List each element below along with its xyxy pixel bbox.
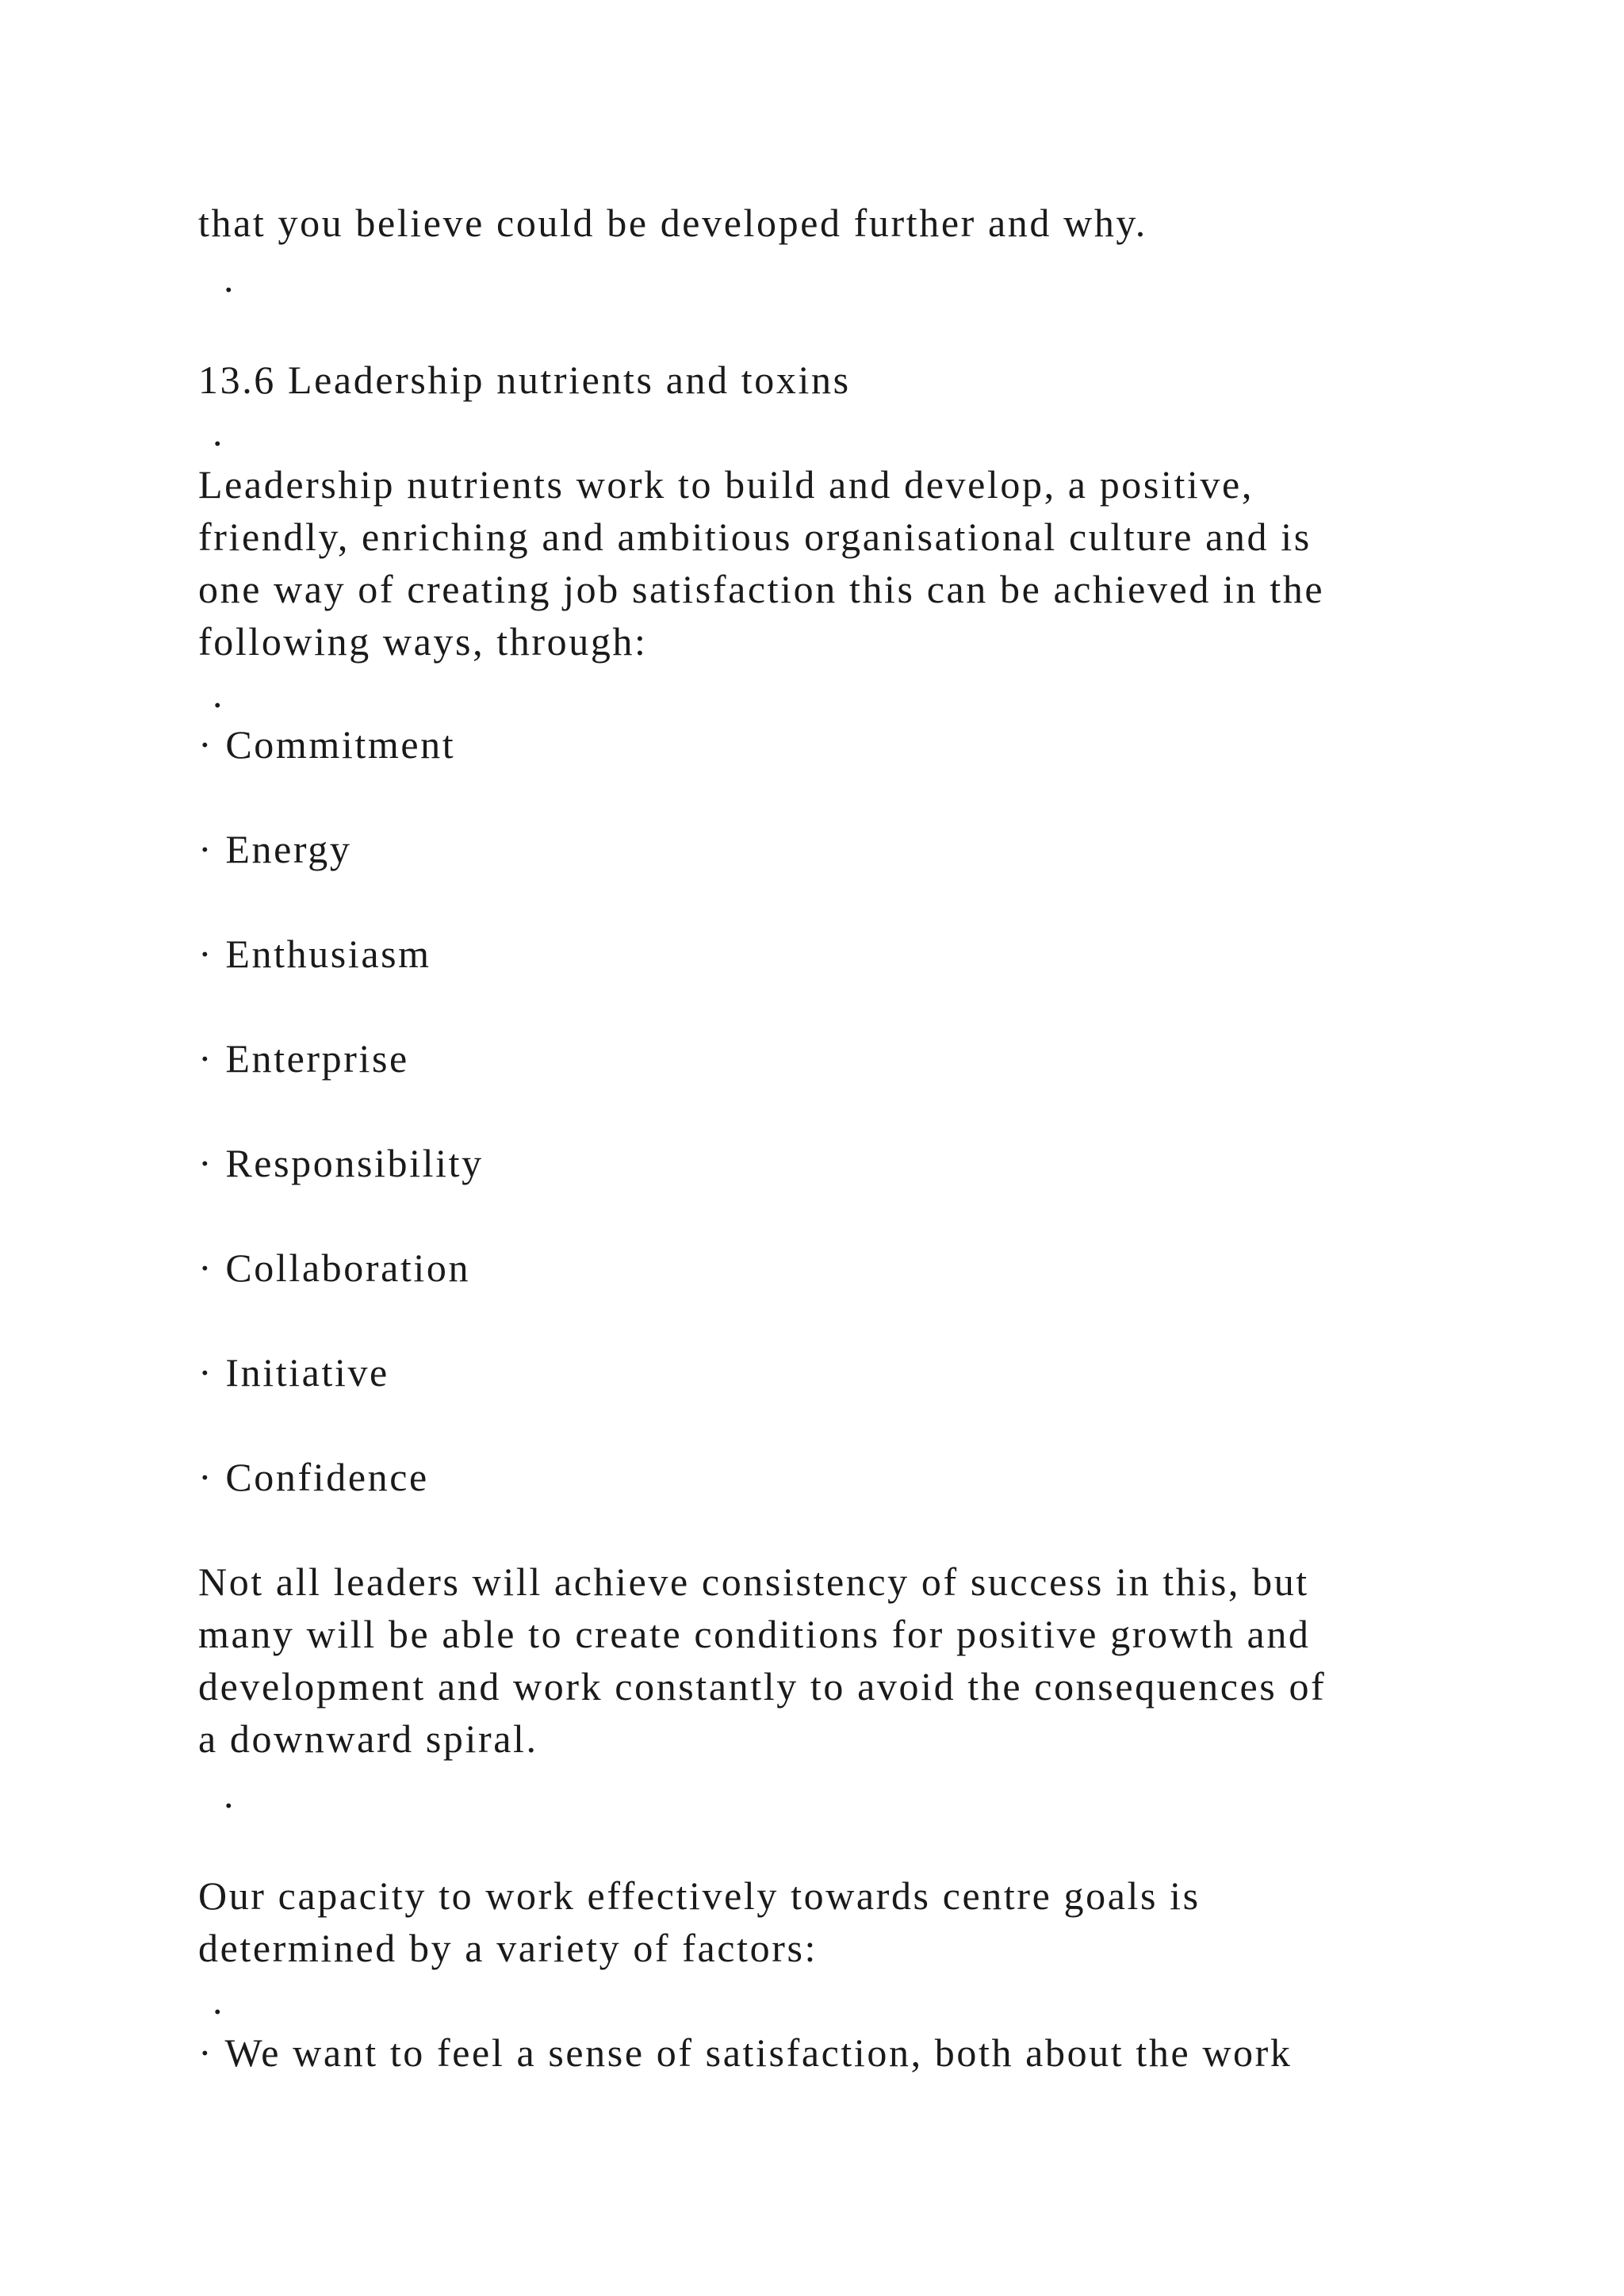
paragraph-line: one way of creating job satisfaction this can be achieved in the [198,567,1325,611]
separator-dot: . [224,256,236,300]
separator-dot: . [213,410,225,454]
list-item: · Collaboration [198,1246,471,1290]
list-item: · Commitment [198,722,456,767]
paragraph-line: Not all leaders will achieve consistency of success in this, but [198,1559,1309,1604]
paragraph-line: friendly, enriching and ambitious organisational culture and is [198,515,1312,559]
list-item: · We want to feel a sense of satisfaction, both about the work [198,2030,1293,2075]
paragraph-line: following ways, through: [198,619,648,664]
paragraph-line: a downward spiral. [198,1716,538,1761]
separator-dot: . [213,1978,225,2022]
list-item: · Enterprise [198,1036,409,1081]
list-item: · Confidence [198,1455,429,1499]
intro-line: that you believe could be developed further and why. [198,201,1147,245]
section-heading: 13.6 Leadership nutrients and toxins [198,358,851,402]
separator-dot: . [224,1772,236,1816]
list-item: · Initiative [198,1350,389,1395]
separator-dot: . [213,672,225,716]
paragraph-line: determined by a variety of factors: [198,1926,818,1970]
list-item: · Energy [198,827,352,871]
paragraph-line: many will be able to create conditions for positive growth and [198,1612,1311,1656]
list-item: · Responsibility [198,1141,484,1185]
paragraph-line: Leadership nutrients work to build and develop, a positive, [198,462,1254,507]
paragraph-line: Our capacity to work effectively towards centre goals is [198,1873,1201,1918]
list-item: · Enthusiasm [198,932,431,976]
paragraph-line: development and work constantly to avoid the consequences of [198,1664,1327,1709]
